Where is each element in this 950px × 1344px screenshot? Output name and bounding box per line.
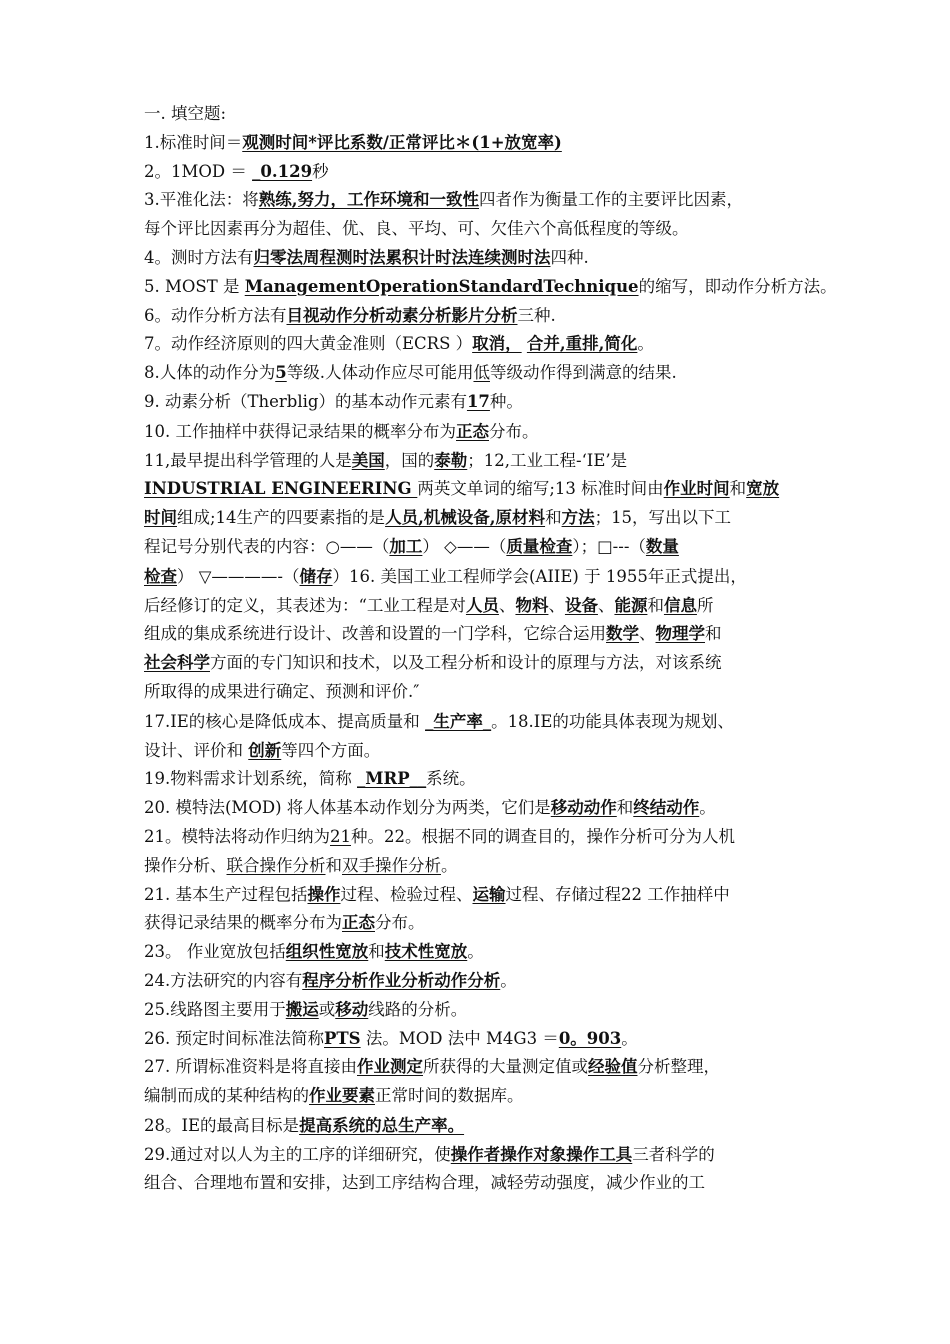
text-line (144, 330, 824, 359)
text-segment: 和 (705, 624, 722, 644)
text-line (144, 881, 824, 910)
text-line (144, 967, 824, 996)
text-segment: 所获得的大量测定值或 (423, 1057, 588, 1077)
text-segment: 和 (729, 479, 747, 499)
answer-text: 取消， (472, 334, 522, 354)
text-segment: 6。动作分析方法有 (144, 305, 287, 325)
answer-text: 检查 (144, 566, 177, 586)
text-segment: 和 (545, 508, 562, 528)
text-segment: 分析整理， (637, 1057, 720, 1077)
answer-text: 观测时间*评比系数/正常评比＊(1+放宽率) (242, 132, 562, 152)
answer-text: 作业时间 (663, 479, 730, 499)
text-segment: ；12,工业工程-‘IE’是 (467, 450, 628, 470)
text-segment: 。 (441, 855, 458, 875)
answer-text: 方法 (561, 508, 595, 528)
answer-text: 合并,重排,简化 (526, 334, 638, 354)
answer-text: ManagementOperationStandardTechnique (244, 276, 639, 296)
text-line (144, 533, 824, 562)
text-segment: ） ▽————-（ (177, 566, 300, 586)
text-segment: 23。 作业宽放包括 (144, 942, 286, 962)
text-segment: 8.人体的动作分为 (144, 363, 276, 383)
answer-text: 0。903 (558, 1028, 622, 1048)
answer-text: 搬运 (285, 999, 319, 1019)
text-segment: 和 (616, 798, 634, 818)
text-segment: 种。 (489, 391, 523, 411)
text-line (144, 852, 824, 881)
text-line (144, 1025, 824, 1054)
text-segment: ）；□---（ (572, 536, 646, 556)
answer-text: 技术性宽放 (384, 942, 468, 962)
text-segment: 。 (621, 1028, 638, 1048)
text-segment: ；15，写出以下工 (594, 508, 732, 528)
text-segment: 1.标准时间＝ (144, 132, 243, 152)
text-segment: 。 (500, 970, 517, 990)
text-segment: 三者科学的 (632, 1144, 715, 1164)
text-segment: 9. 动素分析（Therblig）的基本动作元素有 (144, 391, 467, 411)
answer-text: 人员 (465, 595, 499, 615)
text-line (144, 592, 824, 621)
answer-text: 经验值 (588, 1057, 638, 1077)
text-line (144, 1169, 824, 1198)
text-segment: 。 (699, 798, 716, 818)
text-segment: 4。测时方法有 (144, 247, 254, 267)
text-line (144, 938, 824, 967)
answer-text: 正态 (342, 913, 375, 933)
text-line (144, 649, 824, 678)
text-segment: 。 (467, 942, 484, 962)
text-segment: ，国的 (384, 450, 435, 470)
answer-text: 目视动作分析动素分析影片分析 (286, 305, 518, 325)
text-segment: 、 (548, 595, 565, 615)
text-segment: 组合、合理地布置和安排，达到工序结构合理，减轻劳动强度，减少作业的工 (144, 1173, 705, 1193)
text-line (144, 244, 824, 273)
text-line (144, 418, 824, 447)
text-line (144, 765, 824, 794)
text-segment: 每个评比因素再分为超佳、优、良、平均、可、欠佳六个高低程度的等级。 (144, 219, 689, 239)
text-segment: 等四个方面。 (281, 740, 381, 760)
text-segment: 2。1MOD ＝ (144, 161, 253, 181)
text-segment: 或 (318, 999, 336, 1019)
text-segment: 和 (368, 942, 385, 962)
text-line (144, 302, 824, 331)
text-line (144, 1053, 824, 1082)
text-line (144, 823, 824, 852)
text-line (144, 794, 824, 823)
text-segment: 两英文单词的缩写;13 标准时间由 (417, 479, 664, 499)
text-line (144, 1141, 824, 1170)
text-segment: 过程、存储过程22 工作抽样中 (505, 884, 730, 904)
text-line (144, 737, 824, 766)
text-segment: 7。动作经济原则的四大黄金准则（ECRS ） (144, 334, 473, 354)
answer-text: 低 (473, 363, 490, 383)
answer-text: 社会科学 (144, 653, 210, 673)
text-segment: 方面的专门知识和技术，以及工程分析和设计的原理与方法，对该系统 (210, 653, 722, 673)
text-segment: 编制而成的某种结构的 (144, 1086, 309, 1106)
answer-text: 17 (466, 391, 490, 411)
answer-text: 操作 (307, 884, 341, 904)
text-segment: 3.平准化法：将 (144, 190, 259, 210)
answer-text: 运输 (472, 884, 506, 904)
answer-text: 创新 (248, 740, 282, 760)
answer-text: 物料 (515, 595, 549, 615)
text-segment: 27. 所谓标准资料是将直接由 (144, 1057, 357, 1077)
text-line (144, 129, 824, 158)
text-line (144, 909, 824, 938)
text-segment: 设计、评价和 (144, 740, 249, 760)
answer-text: INDUSTRIAL ENGINEERING (144, 479, 418, 499)
text-segment: 、 (498, 595, 516, 615)
answer-text: 物理学 (655, 624, 705, 644)
answer-text: 质量检查 (506, 536, 573, 556)
text-segment: 过程、检验过程、 (340, 884, 473, 904)
text-segment: ） ◇——（ (422, 536, 507, 556)
text-line (144, 447, 824, 476)
text-segment: 所取得的成果进行确定、预测和评价.″ (144, 681, 420, 701)
text-line (144, 996, 824, 1025)
text-line (144, 1082, 824, 1111)
text-segment: 法。MOD 法中 M4G3 ＝ (360, 1028, 559, 1048)
text-line (144, 475, 824, 504)
text-segment: 获得记录结果的概率分布为 (144, 913, 342, 933)
text-line (144, 620, 824, 649)
text-segment: 。18.IE的功能具体表现为规划、 (491, 711, 734, 731)
text-segment: 等级.人体动作应尽可能用 (286, 363, 474, 383)
text-line (144, 708, 824, 737)
answer-text: 储存 (299, 566, 333, 586)
answer-text: _生产率_ (425, 711, 492, 731)
answer-text: 5 (275, 363, 287, 383)
answer-text: 泰勒 (434, 450, 468, 470)
text-segment: 28。IE的最高目标是 (144, 1115, 300, 1135)
answer-text: 时间 (144, 508, 177, 528)
document-page (144, 100, 837, 1198)
text-segment: 21. 基本生产过程包括 (144, 884, 308, 904)
text-segment: 分布。 (375, 913, 425, 933)
text-segment: 、 (597, 595, 615, 615)
text-segment: ）16. 美国工业工程师学会(AIIE) 于 1955年正式提出， (332, 566, 747, 586)
answer-text: 正态 (456, 421, 489, 441)
answer-text: _MRP__ (357, 769, 427, 789)
answer-text: 信息 (663, 595, 697, 615)
text-segment: 四种. (550, 247, 589, 267)
text-segment: 四者作为衡量工作的主要评比因素， (479, 190, 743, 210)
answer-text: 21 (330, 826, 351, 846)
text-segment: 的缩写，即动作分析方法。 (638, 276, 837, 296)
answer-text: 美国 (351, 450, 385, 470)
answer-text: 提高系统的总生产率。 (299, 1115, 465, 1135)
answer-text: 设备 (564, 595, 598, 615)
answer-text: 宽放 (746, 479, 780, 499)
text-segment: 21。模特法将动作归纳为 (144, 826, 330, 846)
text-line (144, 678, 824, 707)
text-segment: 24.方法研究的内容有 (144, 970, 303, 990)
text-line (144, 388, 824, 417)
text-segment: 正常时间的数据库。 (375, 1086, 524, 1106)
text-segment: 。 (637, 334, 654, 354)
answer-text: 组织性宽放 (285, 942, 369, 962)
text-line (144, 359, 824, 388)
text-line (144, 504, 824, 533)
text-segment: 种。22。根据不同的调查目的，操作分析可分为人机 (351, 826, 735, 846)
text-segment: 组成;14生产的四要素指的是 (177, 508, 386, 528)
text-segment: 所 (696, 595, 714, 615)
text-segment: 29.通过对以人为主的工序的详细研究，使 (144, 1144, 451, 1164)
answer-text: 移动动作 (550, 798, 617, 818)
text-line (144, 158, 824, 187)
text-line (144, 563, 824, 592)
text-segment: 20. 模特法(MOD) 将人体基本动作划分为两类，它们是 (144, 798, 551, 818)
answer-text: 人员,机械设备,原材料 (385, 508, 546, 528)
text-segment: 19.物料需求计划系统，简称 (144, 769, 357, 789)
answer-text: 程序分析作业分析动作分析 (302, 970, 501, 990)
text-segment: 系统。 (426, 769, 476, 789)
text-line (144, 100, 824, 129)
answer-text: 双手操作分析 (342, 855, 441, 875)
text-segment: 组成的集成系统进行设计、改善和设置的一门学科，它综合运用 (144, 624, 606, 644)
text-line (144, 215, 824, 244)
text-segment: 后经修订的定义，其表述为：“工业工程是对 (144, 595, 466, 615)
text-line (144, 1112, 824, 1141)
text-segment: 操作分析、 (144, 855, 227, 875)
answer-text: 加工 (389, 536, 423, 556)
answer-text: 数量 (645, 536, 679, 556)
answer-text: 终结动作 (633, 798, 700, 818)
answer-text: 能源 (614, 595, 648, 615)
text-segment: 秒 (312, 161, 329, 181)
answer-text: PTS (324, 1028, 361, 1048)
text-segment: 线路的分析。 (368, 999, 468, 1019)
text-segment: 25.线路图主要用于 (144, 999, 286, 1019)
text-segment: 程记号分别代表的内容：○——（ (144, 536, 390, 556)
text-segment: 和 (325, 855, 342, 875)
text-segment: 5. MOST 是 (144, 276, 245, 296)
text-segment: 10. 工作抽样中获得记录结果的概率分布为 (144, 421, 456, 441)
answer-text: 操作者操作对象操作工具 (450, 1144, 633, 1164)
text-segment: 11,最早提出科学管理的人是 (144, 450, 352, 470)
text-segment: 等级动作得到满意的结果. (489, 363, 677, 383)
answer-text: 联合操作分析 (226, 855, 326, 875)
text-segment: 26. 预定时间标准法简称 (144, 1028, 324, 1048)
text-line (144, 186, 824, 215)
text-segment: 一. 填空题: (144, 104, 227, 123)
answer-text: 移动 (335, 999, 369, 1019)
text-line (144, 273, 837, 302)
answer-text: 熟练,努力，工作环境和一致性 (258, 190, 479, 210)
text-segment: 和 (647, 595, 664, 615)
answer-text: 作业要素 (309, 1086, 375, 1106)
text-segment: 分布。 (489, 421, 539, 441)
text-segment: 17.IE的核心是降低成本、提高质量和 (144, 711, 426, 731)
answer-text: _0.129 (252, 161, 313, 181)
answer-text: 归零法周程测时法累积计时法连续测时法 (253, 247, 551, 267)
text-segment: 三种. (517, 305, 556, 325)
text-segment: 、 (639, 624, 656, 644)
answer-text: 作业测定 (357, 1057, 423, 1077)
answer-text: 数学 (606, 624, 639, 644)
